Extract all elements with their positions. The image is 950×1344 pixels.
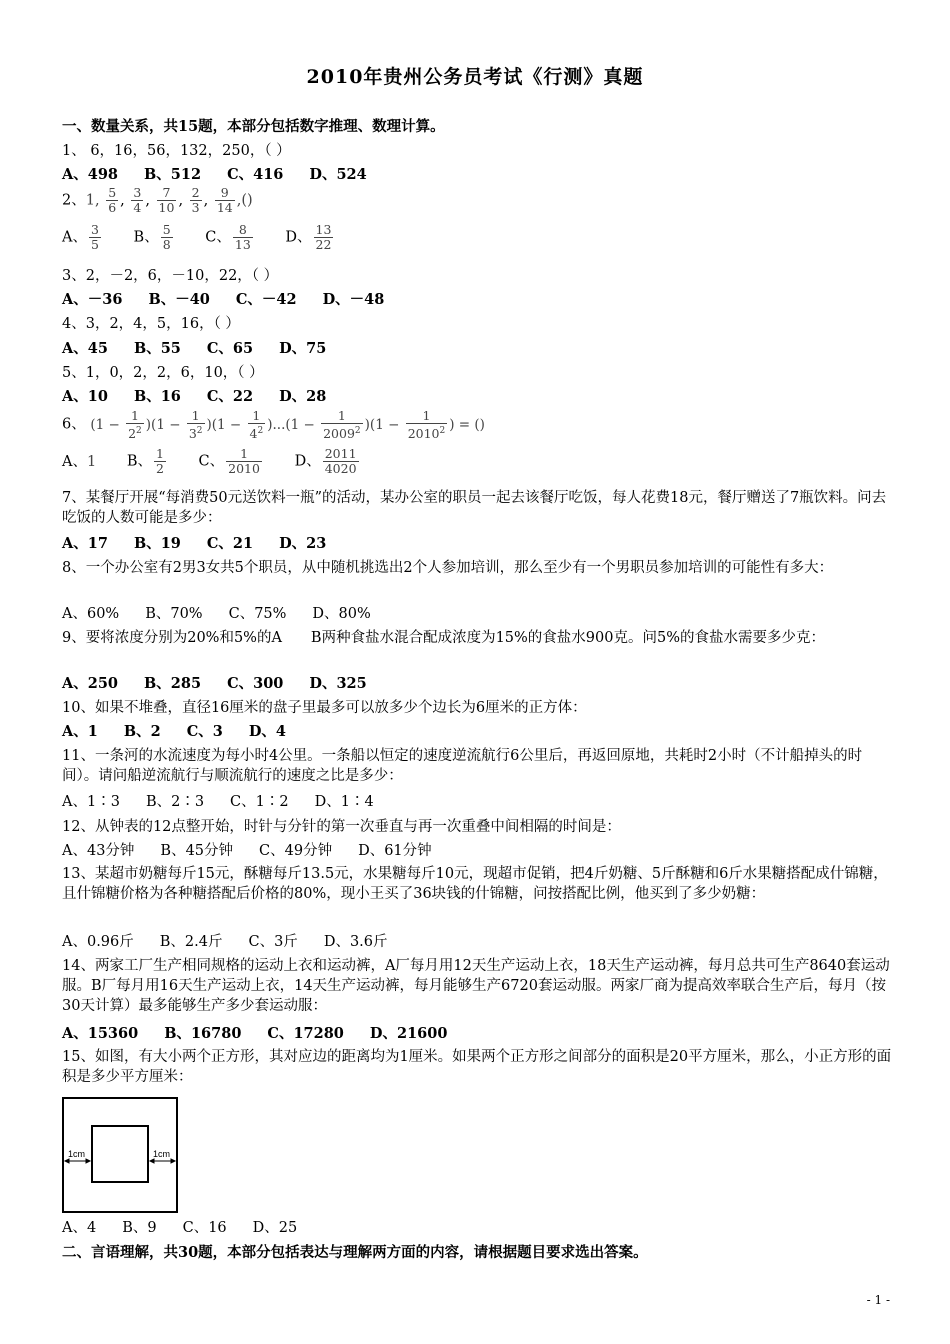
option-b: B、285 — [144, 675, 202, 692]
option-c: C、416 — [227, 166, 284, 183]
option-a: A、250 — [62, 675, 119, 692]
right-dimension — [150, 1159, 175, 1163]
page-number: - 1 - — [866, 1293, 890, 1307]
question-14-options — [62, 1024, 473, 1044]
question-1-stem: 1、 6，16，56，132，250，（ ） — [62, 143, 291, 159]
small-square — [92, 1126, 148, 1182]
option-a: A、1∶3 — [62, 794, 120, 810]
question-2-stem: 2、1, $\frac{5}{6}$ , $\frac{3}{4}$ , $\frac{7}{10}$ , $\frac{2}{3}$ , $\frac{9}{14}$ ,() — [62, 185, 253, 215]
option-d: D、21600 — [369, 1025, 448, 1042]
option-a: A、10 — [62, 388, 108, 405]
section-2-heading: 二、言语理解，共30题，本部分包括表达与理解两方面的内容，请根据题目要求选出答案。 — [62, 1244, 648, 1261]
question-14-stem: 14、两家工厂生产相同规格的运动上衣和运动裤，A厂每月用12天生产运动上衣，18天生产运动裤，每月总共可生产8640套运动服。B厂每月用16天生产运动上衣，14天生产运动裤，每月能够生产6720套运动服。两家厂商为提高效率联合生产后，每月（按30天计算）最多能够生产多少套运动服： — [62, 958, 890, 1014]
question-4-options — [62, 339, 352, 359]
option-d: D、75 — [279, 340, 327, 357]
question-11-options — [62, 792, 400, 812]
question-13-options — [62, 932, 414, 952]
option-c: C、21 — [206, 535, 254, 552]
question-12-stem: 12、从钟表的12点整开始，时针与分针的第一次垂直与再一次重叠中间相隔的时间是： — [62, 819, 621, 835]
option-c: C、75% — [228, 606, 287, 622]
option-d: D、1∶4 — [314, 794, 374, 810]
option-d: D、25 — [252, 1220, 298, 1236]
option-b: B、512 — [144, 166, 202, 183]
option-d: D、61分钟 — [358, 843, 432, 859]
question-9-stem: 9、要将浓度分别为20%和5%的A B两种食盐水混合配成浓度为15%的食盐水900克。问5%的食盐水需要多少克： — [62, 630, 825, 646]
option-d: D、 $\frac{2011}{4020}$ — [294, 446, 357, 476]
option-a: A、15360 — [62, 1025, 139, 1042]
option-b: B、2∶3 — [145, 794, 205, 810]
option-b: B、70% — [145, 606, 203, 622]
option-a: A、－36 — [62, 291, 123, 308]
option-a: A、0.96斤 — [62, 934, 134, 950]
question-13-stem: 13、某超市奶糖每斤15元，酥糖每斤13.5元，水果糖每斤10元，现超市促销，把4斤奶糖、5斤酥糖和6斤水果糖搭配成什锦糖，且什锦糖价格为各种糖搭配后价格的80%，现小王买了36块钱的什锦糖，问按搭配比例，他买到了多少奶糖： — [62, 866, 888, 902]
question-9-options — [62, 674, 393, 694]
option-c: C、65 — [206, 340, 254, 357]
option-c: C、300 — [227, 675, 284, 692]
option-c: C、17280 — [267, 1025, 344, 1042]
fraction: $\frac{5}{6}$ — [108, 185, 117, 215]
question-number: 6、 — [62, 416, 86, 433]
option-c: C、 $\frac{1}{2010}$ — [198, 446, 260, 476]
option-b: B、－40 — [148, 291, 210, 308]
option-c: C、 $\frac{8}{13}$ — [205, 222, 251, 252]
question-2-options — [62, 223, 361, 252]
question-5-stem: 5、1，0，2，2，6，10，（ ） — [62, 365, 264, 381]
option-a: A、 $\frac{3}{5}$ — [62, 222, 99, 252]
left-dimension-label: 1cm — [68, 1149, 86, 1159]
option-b: B、19 — [133, 535, 181, 552]
question-15-stem: 15、如图，有大小两个正方形，其对应边的距离均为1厘米。如果两个正方形之间部分的面积是20平方厘米，那么，小正方形的面积是多少平方厘米： — [62, 1049, 892, 1085]
option-c: C、49分钟 — [259, 843, 333, 859]
option-d: D、23 — [279, 535, 327, 552]
first-term: 1, — [85, 192, 100, 209]
option-b: B、 $\frac{5}{8}$ — [133, 222, 171, 252]
option-a: A、43分钟 — [62, 843, 135, 859]
tail: ,() — [236, 192, 253, 209]
question-7-stem: 7、某餐厅开展“每消费50元送饮料一瓶”的活动，某办公室的职员一起去该餐厅吃饭，每人花费18元，餐厅赠送了7瓶饮料。问去吃饭的人数可能是多少： — [62, 490, 887, 526]
question-10-options — [62, 722, 312, 742]
option-c: C、22 — [206, 388, 254, 405]
section-1-heading: 一、数量关系，共15题，本部分包括数字推理、数理计算。 — [62, 118, 445, 135]
fraction: $\frac{7}{10}$ — [158, 185, 175, 215]
option-c: C、16 — [182, 1220, 227, 1236]
fraction: $\frac{9}{14}$ — [216, 185, 233, 215]
question-11-stem: 11、一条河的水流速度为每小时4公里。一条船以恒定的速度逆流航行6公里后，再返回原地，共耗时2小时（不计船掉头的时间）。请问船逆流航行与顺流航行的速度之比是多少： — [62, 748, 863, 784]
option-b: B、55 — [133, 340, 181, 357]
option-c: C、3斤 — [248, 934, 298, 950]
question-3-stem: 3、2，－2，6，－10，22，（ ） — [62, 268, 279, 284]
option-b: B、 $\frac{1}{2}$ — [126, 446, 164, 476]
question-number: 2、 — [62, 192, 86, 209]
option-d: D、－48 — [322, 291, 385, 308]
option-c: C、3 — [186, 723, 223, 740]
option-b: B、2.4斤 — [159, 934, 223, 950]
question-8-options — [62, 604, 397, 624]
option-d: D、4 — [248, 723, 287, 740]
option-b: B、2 — [123, 723, 161, 740]
option-b: B、16780 — [164, 1025, 242, 1042]
option-a: A、17 — [62, 535, 108, 552]
question-15-options — [62, 1218, 323, 1238]
option-d: D、80% — [312, 606, 371, 622]
option-c: C、－42 — [235, 291, 297, 308]
page-title: 2010年贵州公务员考试《行测》真题 — [306, 66, 644, 88]
fraction: $\frac{2}{3}$ — [191, 185, 200, 215]
right-dimension-label: 1cm — [153, 1149, 171, 1159]
question-6-options — [62, 447, 387, 476]
option-a: A、60% — [62, 606, 120, 622]
option-a: A、1 — [62, 453, 97, 470]
fraction: $\frac{3}{4}$ — [133, 185, 142, 215]
question-12-options — [62, 841, 458, 861]
question-4-stem: 4、3，2，4，5，16，（ ） — [62, 316, 240, 332]
question-8-stem: 8、一个办公室有2男3女共5个职员，从中随机挑选出2个人参加培训，那么至少有一个男职员参加培训的可能性有多大： — [62, 560, 834, 576]
question-3-options — [62, 290, 410, 310]
question-7-options — [62, 534, 352, 554]
question-5-options — [62, 387, 352, 407]
squares-figure — [62, 1097, 178, 1213]
option-d: D、3.6斤 — [323, 934, 388, 950]
left-dimension — [65, 1159, 90, 1163]
product-expression: (1 − $\frac{1}{2^2}$ )(1 − $\frac{1}{3^2}$ )(1 − $\frac{1}{4^2}$ )...(1 − $\frac{1}{2009^2}$ )(1 − $\frac{1}{2010^2}$ ) = () — [90, 408, 485, 442]
option-b: B、45分钟 — [160, 843, 234, 859]
option-b: B、9 — [122, 1220, 157, 1236]
question-6-stem — [62, 409, 485, 441]
option-a: A、498 — [62, 166, 119, 183]
question-1-options — [62, 165, 393, 185]
option-d: D、325 — [309, 675, 367, 692]
option-a: A、1 — [62, 723, 98, 740]
option-d: D、524 — [309, 166, 367, 183]
option-b: B、16 — [133, 388, 181, 405]
option-d: D、28 — [279, 388, 327, 405]
option-d: D、 $\frac{13}{22}$ — [285, 222, 332, 252]
option-a: A、45 — [62, 340, 108, 357]
option-c: C、1∶2 — [230, 794, 289, 810]
question-10-stem: 10、如果不堆叠，直径16厘米的盘子里最多可以放多少个边长为6厘米的正方体： — [62, 700, 587, 716]
option-a: A、4 — [62, 1220, 97, 1236]
